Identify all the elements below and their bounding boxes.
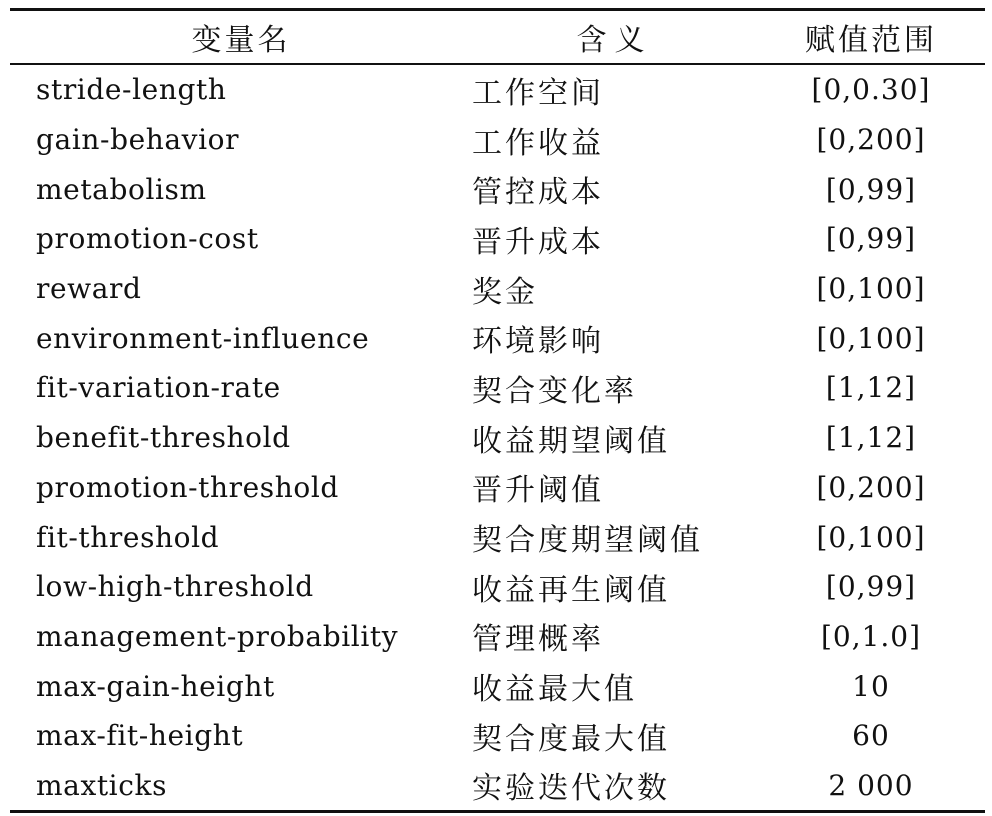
- cell-variable-name: maxticks: [36, 768, 168, 802]
- cell-variable-name: promotion-cost: [36, 222, 259, 256]
- cell-variable-name: low-high-threshold: [36, 570, 314, 604]
- cell-value-range: [1,12]: [825, 421, 917, 455]
- cell-variable-name: gain-behavior: [36, 123, 240, 157]
- cell-variable-name: management-probability: [36, 619, 399, 653]
- table-row: [10, 313, 985, 363]
- table-bottom-rule: [10, 810, 985, 813]
- cell-variable-name: promotion-threshold: [36, 470, 339, 504]
- table-row: [10, 463, 985, 513]
- table-row: [10, 115, 985, 165]
- table-row: [10, 264, 985, 314]
- table-row: [10, 612, 985, 662]
- table-row: [10, 761, 985, 811]
- table-row: [10, 711, 985, 761]
- header-variable-name: 变量名: [191, 23, 291, 58]
- cell-meaning: 契合度最大值: [472, 721, 670, 757]
- cell-value-range: [0,99]: [825, 222, 917, 256]
- cell-variable-name: max-fit-height: [36, 719, 244, 753]
- table-row: [10, 512, 985, 562]
- cell-meaning: 晋升阈值: [472, 473, 604, 509]
- cell-variable-name: reward: [36, 272, 142, 306]
- cell-meaning: 奖金: [472, 274, 538, 310]
- table-row: [10, 562, 985, 612]
- table-row: [10, 65, 985, 115]
- cell-value-range: 10: [852, 669, 890, 703]
- table-row: [10, 413, 985, 463]
- table-row: [10, 214, 985, 264]
- variable-table: [10, 8, 985, 813]
- table-row: [10, 164, 985, 214]
- cell-meaning: 环境影响: [472, 324, 604, 360]
- cell-value-range: [0,0.30]: [811, 73, 931, 107]
- cell-value-range: 2 000: [828, 768, 914, 802]
- table-header-row: [10, 11, 985, 63]
- cell-value-range: [0,200]: [816, 123, 926, 157]
- cell-value-range: [0,99]: [825, 570, 917, 604]
- cell-meaning: 收益最大值: [472, 672, 637, 708]
- cell-value-range: 60: [852, 719, 890, 753]
- cell-meaning: 晋升成本: [472, 224, 604, 260]
- cell-meaning: 管理概率: [472, 622, 604, 658]
- cell-value-range: [0,100]: [816, 272, 926, 306]
- cell-variable-name: environment-influence: [36, 321, 370, 355]
- cell-variable-name: fit-variation-rate: [36, 371, 281, 405]
- cell-variable-name: fit-threshold: [36, 520, 220, 554]
- cell-value-range: [0,100]: [816, 321, 926, 355]
- cell-variable-name: benefit-threshold: [36, 421, 291, 455]
- cell-meaning: 收益期望阈值: [472, 423, 670, 459]
- cell-variable-name: stride-length: [36, 73, 227, 107]
- table-row: [10, 363, 985, 413]
- cell-value-range: [1,12]: [825, 371, 917, 405]
- cell-meaning: 工作空间: [472, 75, 604, 111]
- table-body: [10, 65, 985, 810]
- cell-variable-name: metabolism: [36, 172, 207, 206]
- cell-meaning: 契合变化率: [472, 373, 637, 409]
- cell-meaning: 实验迭代次数: [472, 771, 670, 807]
- cell-value-range: [0,100]: [816, 520, 926, 554]
- cell-meaning: 契合度期望阈值: [472, 523, 703, 559]
- cell-value-range: [0,200]: [816, 470, 926, 504]
- header-meaning: 含义: [576, 23, 653, 58]
- cell-value-range: [0,99]: [825, 172, 917, 206]
- cell-meaning: 管控成本: [472, 175, 604, 211]
- table-row: [10, 661, 985, 711]
- cell-variable-name: max-gain-height: [36, 669, 275, 703]
- cell-meaning: 收益再生阈值: [472, 572, 670, 608]
- cell-value-range: [0,1.0]: [820, 619, 922, 653]
- cell-meaning: 工作收益: [472, 125, 604, 161]
- header-value-range: 赋值范围: [805, 23, 937, 58]
